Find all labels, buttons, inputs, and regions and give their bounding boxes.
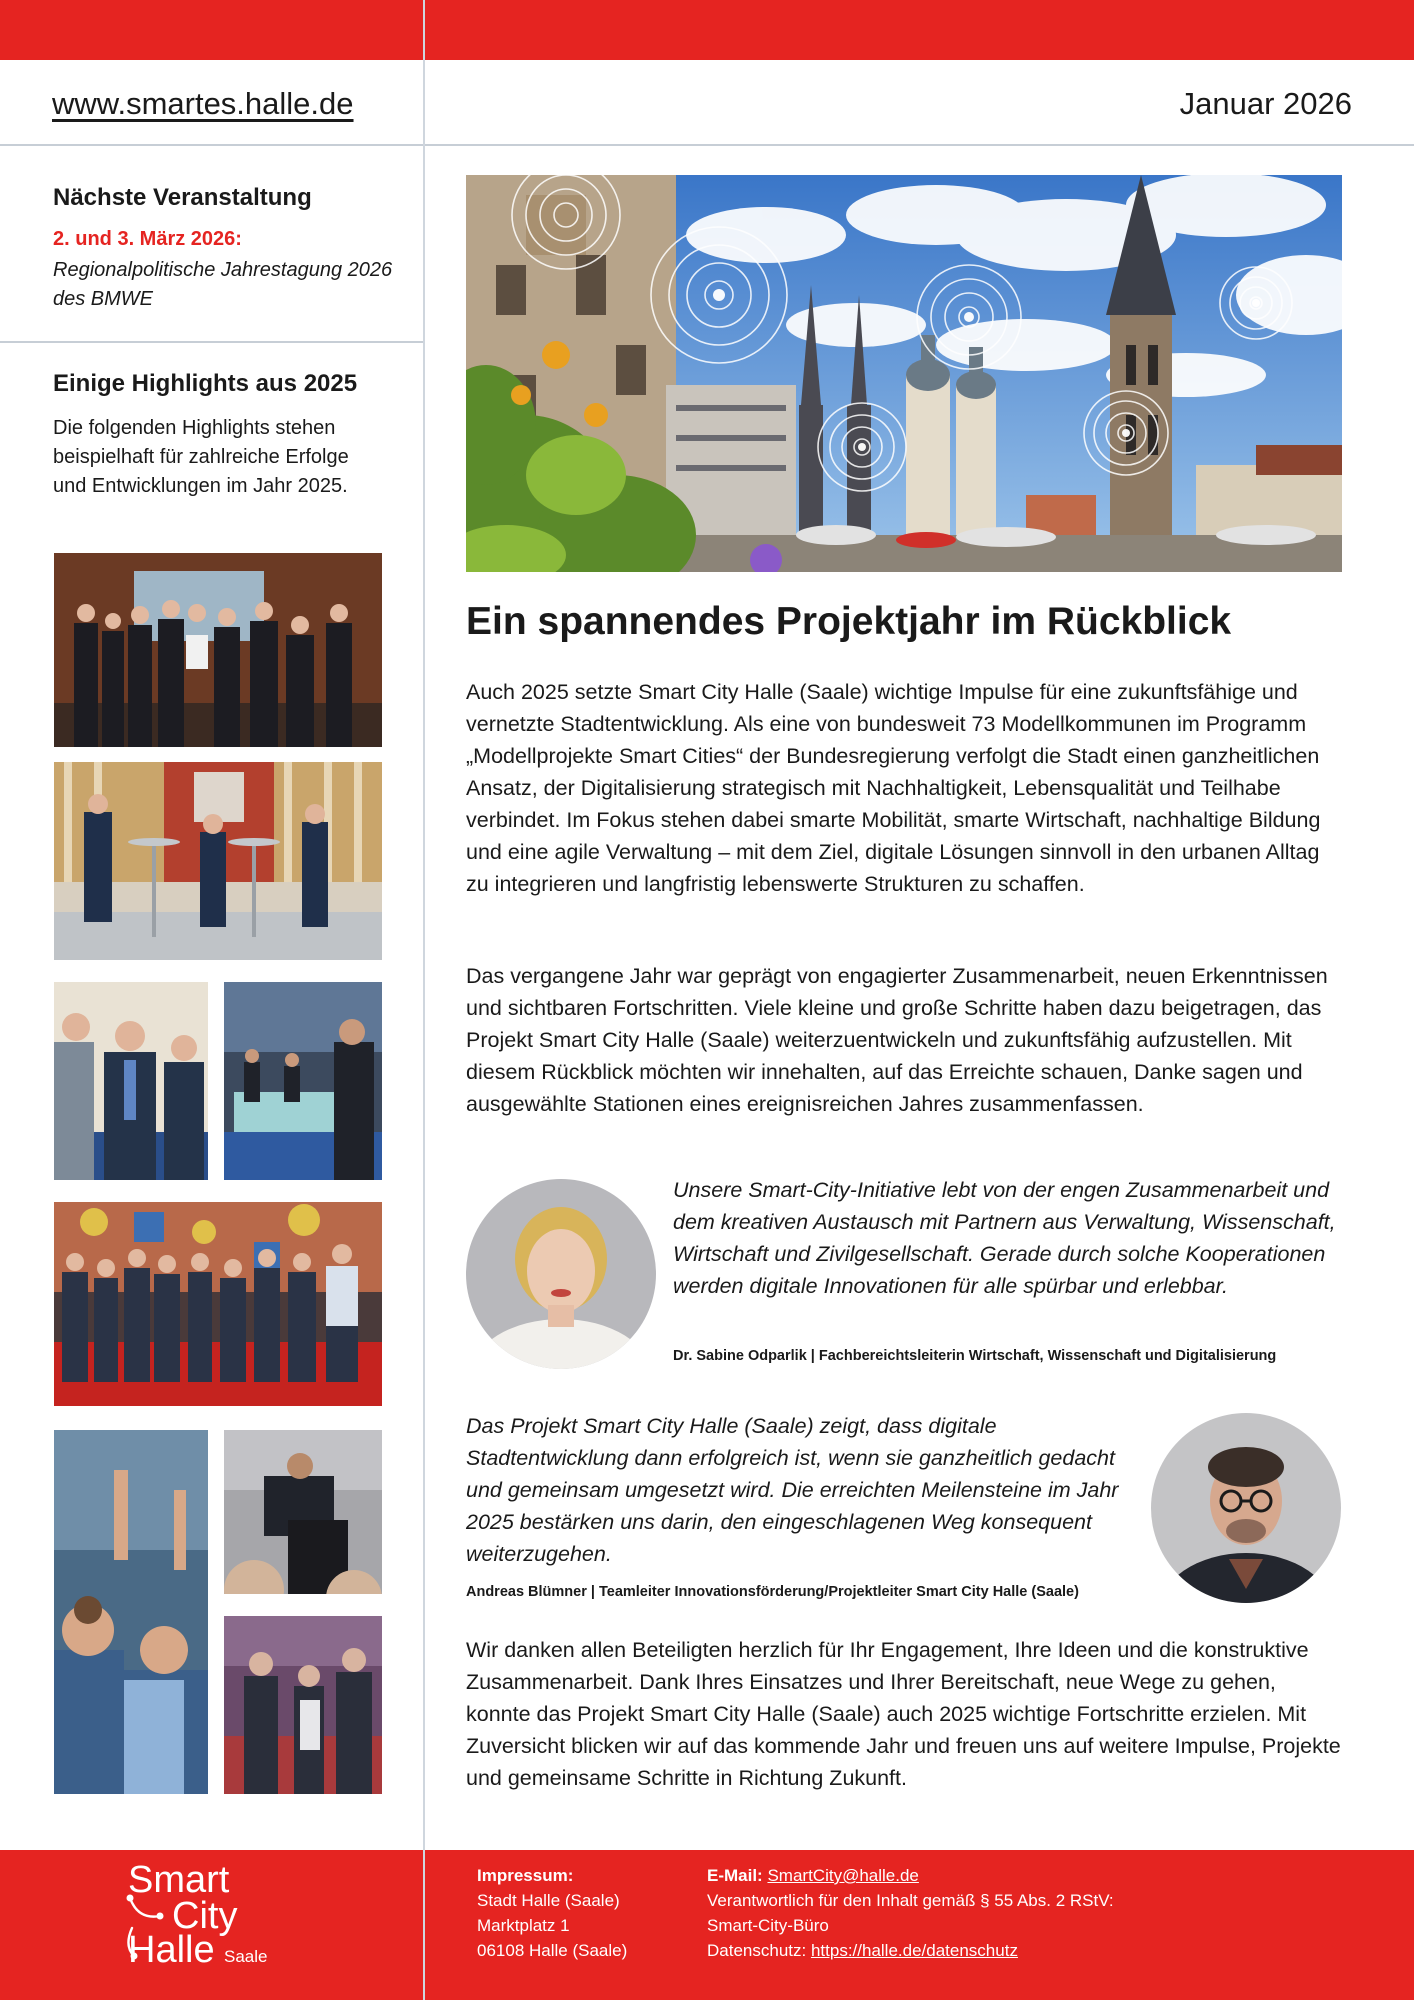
sidebar-divider — [0, 341, 424, 343]
email-label: E-Mail: — [707, 1866, 763, 1885]
logo-line-halle: Halle — [128, 1929, 215, 1970]
highlight-photo-guests — [54, 982, 208, 1180]
responsible-line-1: Verantwortlich für den Inhalt gemäß § 55 Abs. 2 RStV: — [707, 1891, 1114, 1910]
address-line-1: Stadt Halle (Saale) — [477, 1891, 620, 1910]
main-headline: Ein spannendes Projektjahr im Rückblick — [466, 600, 1232, 643]
intro-paragraph: Auch 2025 setzte Smart City Halle (Saale) wichtige Impulse für eine zukunftsfähige und vernetzte Stadtentwicklung. Als eine von bundesweit 73 Modellkommunen im Programm „Modellprojekte Smart Cities“ der Bundesregierung verfolgt die Stadt einen ganzheitlichen Ansatz, der Digitalisierung strategisch mit Nachhaltigkeit, Lebensqualität und Teilhabe verbindet. Im Fokus stehen dabei smarte Mobilität, smarte Wirtschaft, nachhaltige Bildung und eine agile Verwaltung – mit dem Ziel, digitale Lösungen sinnvoll in den urbanen Alltag zu integrieren und langfristig lebenswerte Strukturen zu schaffen. — [466, 680, 1321, 896]
quote-odparlik: Unsere Smart-City-Initiative lebt von der engen Zusammenarbeit und dem kreativen Austausch mit Partnern aus Verwaltung, Wissenschaft, Wirtschaft und Zivilgesellschaft. Gerade durch solche Kooperationen werden digitale Innovationen für alle spürbar und erlebbar. — [673, 1178, 1336, 1298]
footer-impressum — [477, 1863, 677, 1963]
thanks-paragraph: Wir danken allen Beteiligten herzlich für Ihr Engagement, Ihre Ideen und die konstruktive Zusammenarbeit. Dank Ihres Einsatzes und Ihrer Bereitschaft, neue Wege zu gehen, konnte das Projekt Smart City Halle (Saale) auch 2025 wichtige Fortschritte erzielen. Mit Zuversicht blicken wir auf das kommende Jahr und freuen uns auf weitere Impulse, Projekte und gemeinsame Schritte in Richtung Zukunft. — [466, 1638, 1341, 1790]
logo-line-city: City — [172, 1895, 238, 1937]
email-link[interactable]: SmartCity@halle.de — [767, 1866, 919, 1885]
footer-contact — [707, 1863, 1367, 1963]
privacy-label: Datenschutz: — [707, 1941, 807, 1960]
next-event-heading: Nächste Veranstaltung — [53, 184, 312, 211]
issue-date: Januar 2026 — [1179, 86, 1352, 121]
highlight-photo-award — [54, 553, 382, 747]
portrait-sabine-odparlik — [466, 1179, 656, 1369]
privacy-link[interactable]: https://halle.de/datenschutz — [810, 1941, 1018, 1960]
quote-bluemner-author: Andreas Blümner | Teamleiter Innovationsförderung/Projektleiter Smart City Halle (Saale) — [466, 1584, 1079, 1600]
logo-suffix-saale: Saale — [224, 1947, 268, 1966]
highlight-photo-panel — [54, 762, 382, 960]
highlights-heading: Einige Highlights aus 2025 — [53, 370, 358, 397]
smart-city-halle-logo — [120, 1858, 290, 1970]
website-link[interactable]: www.smartes.halle.de — [52, 86, 354, 121]
next-event-date: 2. und 3. März 2026: — [53, 228, 242, 250]
logo-line-smart: Smart — [128, 1859, 230, 1901]
address-line-3: 06108 Halle (Saale) — [477, 1941, 628, 1960]
impressum-label: Impressum: — [477, 1866, 574, 1885]
highlight-photo-conversation — [224, 1616, 382, 1794]
header-divider — [0, 144, 1414, 146]
highlight-photo-speaker — [224, 1430, 382, 1594]
column-divider — [423, 0, 425, 2000]
portrait-andreas-bluemner — [1151, 1413, 1341, 1603]
highlight-photo-audience — [54, 1430, 208, 1794]
highlights-text: Die folgenden Highlights stehen beispielhaft für zahlreiche Erfolge und Entwicklungen im Jahr 2025. — [53, 417, 349, 497]
hero-image-halle-marketplace — [466, 175, 1342, 572]
top-red-bar — [0, 0, 1414, 60]
responsible-line-2: Smart-City-Büro — [707, 1916, 829, 1935]
quote-bluemner: Das Projekt Smart City Halle (Saale) zeigt, dass digitale Stadtentwicklung dann erfolgreich ist, wenn sie ganzheitlich gedacht und gemeinsam umgesetzt wird. Die erreichten Meilensteine im Jahr 2025 bestärken uns darin, den eingeschlagenen Weg konsequent weiterzugehen. — [466, 1414, 1119, 1566]
highlight-photo-exhibition — [224, 982, 382, 1180]
highlight-photo-group — [54, 1202, 382, 1406]
address-line-2: Marktplatz 1 — [477, 1916, 570, 1935]
quote-odparlik-author: Dr. Sabine Odparlik | Fachbereichtsleiterin Wirtschaft, Wissenschaft und Digitalisierung — [673, 1348, 1277, 1364]
review-paragraph: Das vergangene Jahr war geprägt von engagierter Zusammenarbeit, neuen Erkenntnissen und sichtbaren Fortschritten. Viele kleine und große Schritte haben dazu beigetragen, das Projekt Smart City Halle (Saale) weiterzuentwickeln und zukunftsfähig aufzustellen. Mit diesem Rückblick möchten wir innehalten, auf das Erreichte schauen, Danke sagen und ausgewählte Stationen eines ereignisreichen Jahres zusammenfassen. — [466, 964, 1328, 1116]
next-event-title: Regionalpolitische Jahrestagung 2026 des BMWE — [53, 259, 393, 310]
